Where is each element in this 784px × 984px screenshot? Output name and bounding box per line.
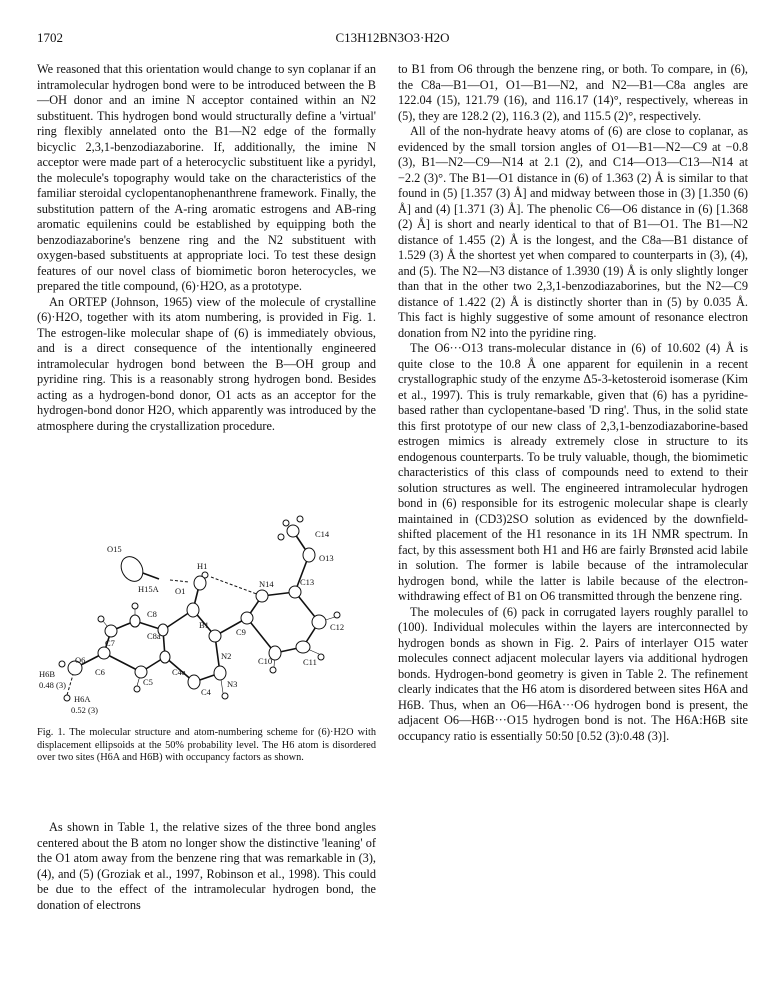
label-o1: O1 bbox=[175, 586, 186, 596]
right-paragraph-1: to B1 from O6 through the benzene ring, or both. To compare, in (6), the C8a—B1—O1, O1—B1—N2, and N2—B1—C8a angles are 122.04 (15), 121.79 (16), and 116.17 (14)°, respectively, whereas in (5), they are 128.2 (2), 116.3 (2), and 115.5 (2)°, respectively. bbox=[398, 62, 748, 123]
label-b1: B1 bbox=[199, 620, 209, 630]
figure-1-ortep bbox=[37, 497, 376, 725]
label-c10: C10 bbox=[258, 656, 273, 666]
label-n2: N2 bbox=[221, 651, 232, 661]
label-o6: O6 bbox=[75, 655, 86, 665]
figure-caption bbox=[37, 727, 376, 765]
right-paragraph-3: The O6···O13 trans-molecular distance in (6) of 10.602 (4) Å is quite close to the 10.8 Å one apparent for equilenin in a recent crystallographic study of the enzyme Δ5-3-ketosteroid isomerase (Kim et al., 1997). This is truly remarkable, given that (6) has a pyridine-based rather than cyclopentane-based 'D ring'. Thus, in the solid state this first prototype of our new class of 2,3,1-benzodiazaborine-based estrogen mimics is already extremely close in structure to its endogenous counterparts. To be truly valuable, though, the biomimetic characteristics of this class of compounds need to extend to their solution structures as well. The engineered intramolecular hydrogen bond in (6) responsible for its estrogenic molecular shape is clearly maintained in (CD3)2SO solution as evidenced by the downfield-shifted placement of the H1 resonance in its 1H NMR spectrum. In fact, by this assessment both H1 and H6 are fairly Brønsted acid labile in solution. The former is labile because of the intramolecular hydrogen bond, while the latter is labile because of the electron-withdrawing effect of B1 on O6 transmitted through the benzene ring. bbox=[398, 341, 748, 603]
label-o13: O13 bbox=[319, 553, 334, 563]
label-c9: C9 bbox=[236, 627, 246, 637]
left-column-lower bbox=[37, 820, 376, 913]
label-c8a: C8a bbox=[147, 631, 161, 641]
label-occ-b: 0.48 (3) bbox=[39, 680, 66, 690]
label-c12: C12 bbox=[330, 622, 345, 632]
right-paragraph-4: The molecules of (6) pack in corrugated layers roughly parallel to (100). Individual molecules within the layers are interconnected by hydrogen bonds as shown in Fig. 2. Pairs of interlayer O15 water molecules connect adjacent molecular layers via additional hydrogen bonds. Hydrogen-bond geometry is given in Table 2. The refinement clearly indicates that the H6 atom is disordered between sites H6A and H6B. Thus, when an O6—H6A···O6 hydrogen bond is present, the adjacent O6—H6B···O15 hydrogen bond is not. The H6A:H6B site occupancy ratio is essentially 50:50 [0.52 (3):0.48 (3)]. bbox=[398, 604, 748, 743]
label-h1: H1 bbox=[197, 561, 208, 571]
right-paragraph-2: All of the non-hydrate heavy atoms of (6) are close to coplanar, as evidenced by the small torsion angles of O1—B1—N2—C9 at −0.8 (3), B1—N2—C9—N14 at 2.1 (2), and C14—O13—C13—N14 at −2.2 (3)°. The B1—O1 distance in (6) of 1.363 (2) Å is similar to that found in (5) [1.357 (3) Å] and midway between those in (3) [1.350 (6) Å] and (4) [1.371 (3) Å]. The phenolic C6—O6 distance in (6) [1.368 (2) Å] is short and nearly identical to that of B1—O1. The B1—N2 distance of 1.455 (2) Å is the longest, and the C8a—B1 distance of 1.529 (3) Å the shortest yet when compared to counterparts in (3), (4), and (5). The N2—N3 distance of 1.3930 (19) Å is only slightly longer than that in the other two 2,3,1-benzodiazaborines, but the N2—C9 distance of 1.422 (2) Å is distinctly shorter than in (5) by 0.035 Å. This fact is highly suggestive of some amount of resonance electron donation from N2 into the pyridine ring. bbox=[398, 124, 748, 340]
label-n3: N3 bbox=[227, 679, 238, 689]
label-h6b: H6B bbox=[39, 669, 56, 679]
label-c13: C13 bbox=[300, 577, 315, 587]
left-paragraph-3: As shown in Table 1, the relative sizes of the three bond angles centered about the B atom no longer show the distinctive 'leaning' of the O1 atom away from the benzene ring that was remarkable in (3), (4), and (5) (Groziak et al., 1997, Robinson et al., 1998). This could be due to the effect of the intramolecular hydrogen bond, the donation of electrons bbox=[37, 820, 376, 912]
label-occ-a: 0.52 (3) bbox=[71, 705, 98, 715]
right-column bbox=[398, 62, 748, 744]
molecule-diagram bbox=[37, 497, 376, 725]
label-h6a: H6A bbox=[74, 694, 91, 704]
left-paragraph-1: We reasoned that this orientation would change to syn coplanar if an intramolecular hydrogen bond were to be introduced between the B—OH donor and an imine N acceptor contained within an N2 substituent. This hydrogen bond would structurally define a 'virtual' ring flexibly annelated onto the B1—N2 edge of the formally bicyclic 2,3,1-benzodiazaborine. If, additionally, the imine N acceptor were made part of a heterocyclic substituent like a pyridyl, the molecule's topography would take on the characteristics of the familiar steroidal cyclopentanophenanthrene framework. Finally, the substitution pattern of the A-ring aromatic estrogens and AB-ring aromatic equilenins could be established by equipping both the benzodiazaborine's benzene ring and the N2 substituent with oxygen-based substituents at appropriate loci. To test these design features of our novel class of biomimetic boron heterocycles, we prepared the title compound, (6)·H2O, as a prototype. bbox=[37, 62, 376, 293]
label-c6: C6 bbox=[95, 667, 105, 677]
label-c14: C14 bbox=[315, 529, 330, 539]
page-header bbox=[37, 30, 748, 50]
label-c11: C11 bbox=[303, 657, 317, 667]
running-title: C13H12BN3O3·H2O bbox=[335, 30, 450, 45]
label-c7: C7 bbox=[105, 638, 115, 648]
caption-text: Fig. 1. The molecular structure and atom-numbering scheme for (6)·H2O with displacement ellipsoids at the 50% probability level. The H6 atom is disordered over two sites (H6A and H6B) with occupancy factors as shown. bbox=[37, 727, 376, 764]
label-c4a: C4a bbox=[172, 667, 186, 677]
label-c5: C5 bbox=[143, 677, 153, 687]
left-column bbox=[37, 62, 376, 434]
label-o15: O15 bbox=[107, 544, 122, 554]
label-c8: C8 bbox=[147, 609, 157, 619]
page-number: 1702 bbox=[37, 30, 63, 45]
label-c4: C4 bbox=[201, 687, 211, 697]
label-h15a: H15A bbox=[138, 584, 159, 594]
label-n14: N14 bbox=[259, 579, 274, 589]
left-paragraph-2: An ORTEP (Johnson, 1965) view of the molecule of crystalline (6)·H2O, together with its atom numbering, is provided in Fig. 1. The estrogen-like molecular shape of (6) is immediately obvious, and is a direct consequence of the intentionally engineered intramolecular hydrogen bond between the B—OH group and pyridine ring. This is a reasonably strong hydrogen bond. Besides acting as a hydrogen-bond donor, O1 acts as an acceptor for the hydrogen-bond donor H2O, which apparently was introduced by the atmosphere during the crystallization procedure. bbox=[37, 294, 376, 433]
